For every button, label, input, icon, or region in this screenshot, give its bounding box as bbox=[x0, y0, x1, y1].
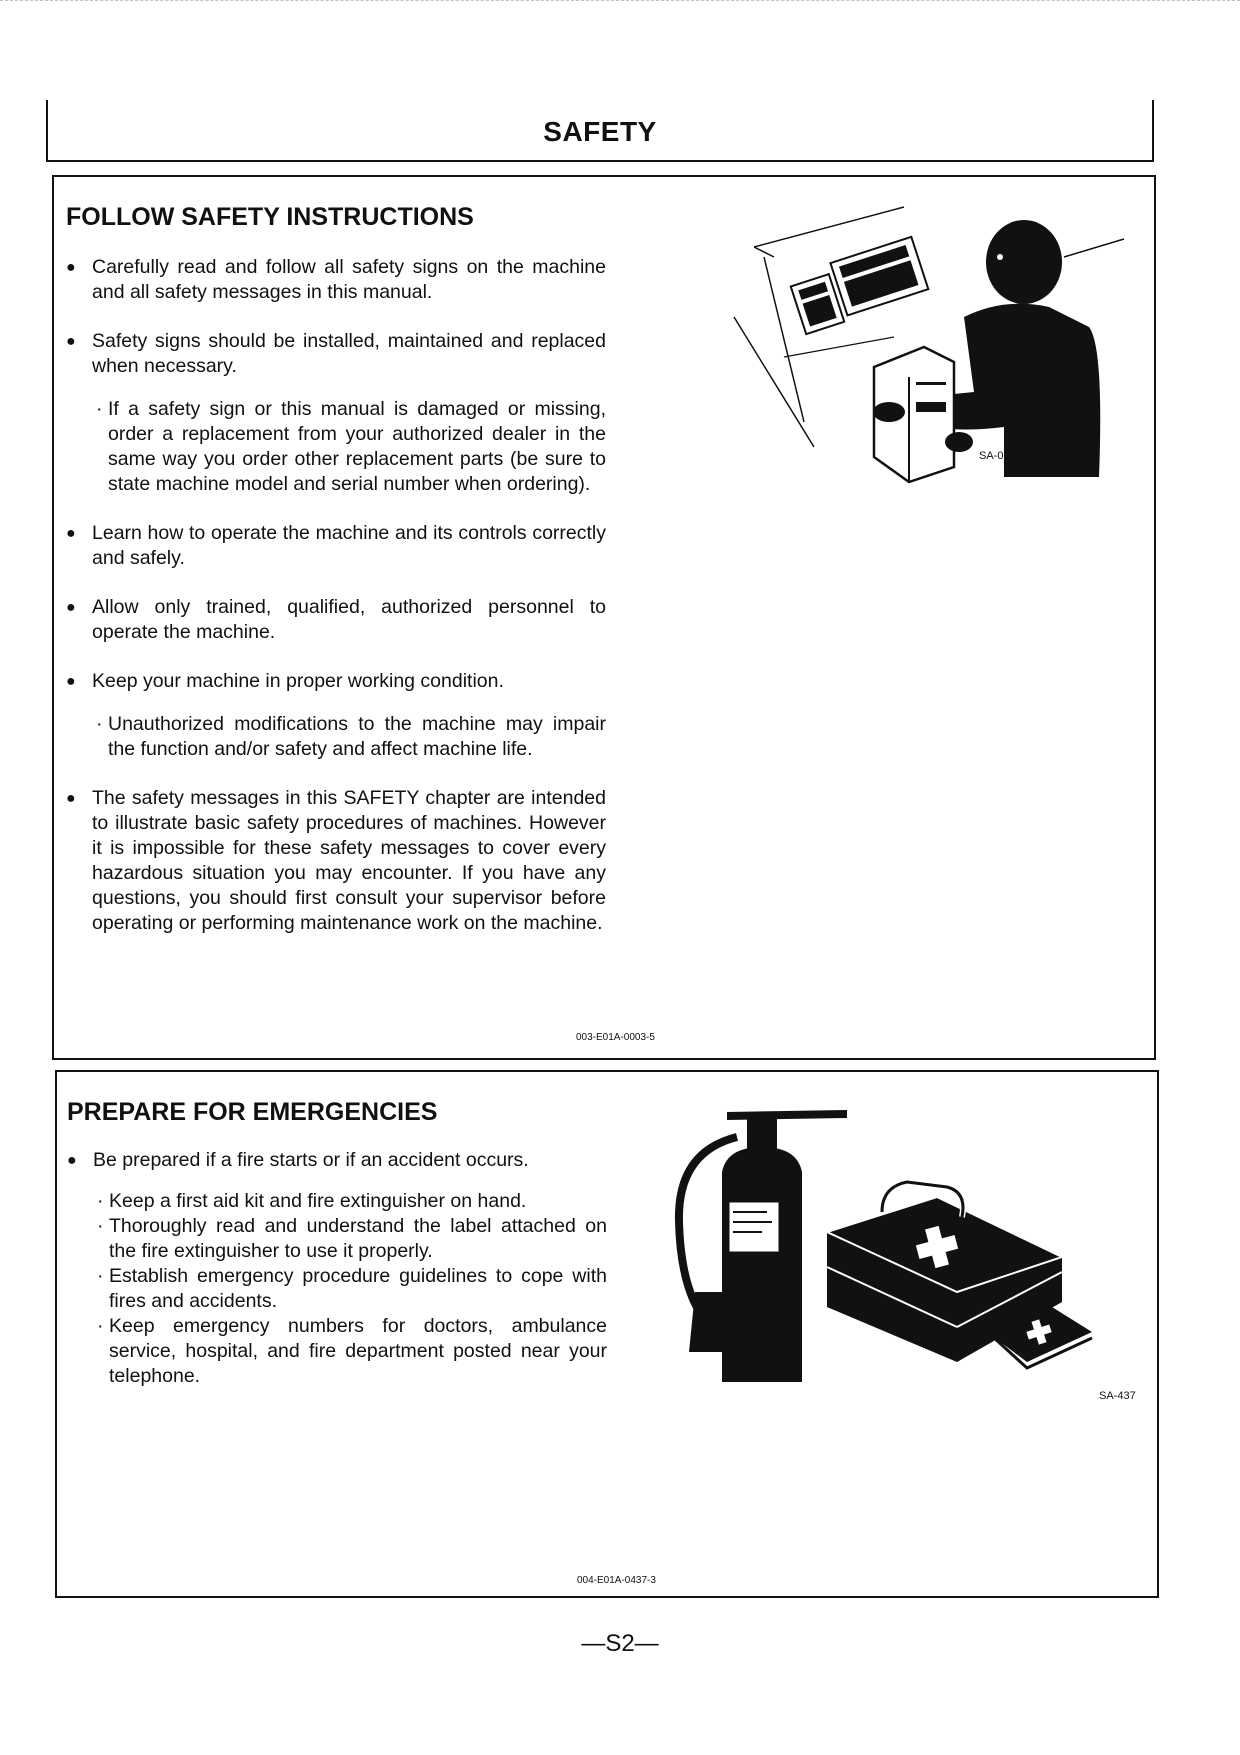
sub-item-text: Thoroughly read and understand the label attached on the fire extinguisher to use it properly. bbox=[109, 1215, 607, 1262]
bullet-list bbox=[67, 1148, 607, 1413]
figure-label: SA-003 bbox=[979, 450, 1016, 462]
sub-item: · Keep a first aid kit and fire extinguisher on hand. · Thoroughly read and understand the label attached on the fire extinguisher to use it properly. · Establish emergency procedure guidelines to cope with fires and accidents. · Keep emergency numbers for doctors, ambulance service, hospital, and fire department posted near your telephone. bbox=[97, 1190, 607, 1387]
bullet-text: Allow only trained, qualified, authorized personnel to operate the machine. bbox=[92, 596, 606, 643]
reference-code: 003-E01A-0003-5 bbox=[576, 1032, 655, 1043]
bullet-icon: ● bbox=[66, 333, 76, 350]
bullet-text: Learn how to operate the machine and its controls correctly and safely. bbox=[92, 522, 606, 569]
list-item bbox=[66, 329, 606, 379]
section-title: PREPARE FOR EMERGENCIES bbox=[67, 1098, 438, 1126]
sub-item: · Unauthorized modifications to the machine may impair the function and/or safety and affect machine life. bbox=[96, 713, 606, 760]
section-prepare-for-emergencies bbox=[55, 1070, 1159, 1598]
list-item bbox=[66, 669, 606, 694]
list-item bbox=[66, 786, 606, 936]
scan-artifact-line bbox=[0, 0, 1240, 15]
bullet-text: Keep your machine in proper working condition. bbox=[92, 670, 504, 692]
bullet-icon: ● bbox=[67, 1152, 77, 1169]
fire-extinguisher-first-aid-illustration bbox=[667, 1092, 1097, 1392]
page-title: SAFETY bbox=[543, 116, 657, 147]
sub-item-text: Keep emergency numbers for doctors, ambulance service, hospital, and fire department posted near your telephone. bbox=[109, 1315, 607, 1387]
bullet-icon: ● bbox=[66, 525, 76, 542]
bullet-icon: ● bbox=[66, 673, 76, 690]
sub-item-text: If a safety sign or this manual is damaged or missing, order a replacement from your authorized dealer in the same way you order other replacement parts (be sure to state machine model and serial number when ordering). bbox=[108, 398, 606, 495]
bullet-text: Be prepared if a fire starts or if an accident occurs. bbox=[93, 1149, 529, 1171]
bullet-icon: ● bbox=[66, 599, 76, 616]
bullet-text: Safety signs should be installed, maintained and replaced when necessary. bbox=[92, 330, 606, 377]
sub-item-text: Unauthorized modifications to the machine may impair the function and/or safety and affect machine life. bbox=[108, 713, 606, 760]
bullet-icon: ● bbox=[66, 790, 76, 807]
page-number: —S2— bbox=[581, 1630, 659, 1657]
list-item bbox=[67, 1148, 607, 1173]
reference-code: 004-E01A-0437-3 bbox=[577, 1575, 656, 1586]
sub-item: · If a safety sign or this manual is damaged or missing, order a replacement from your authorized dealer in the same way you order other replacement parts (be sure to state machine model and serial number when ordering). bbox=[96, 398, 606, 495]
bullet-list bbox=[66, 255, 606, 960]
page-header bbox=[46, 100, 1154, 162]
section-follow-safety-instructions bbox=[52, 175, 1156, 1060]
section-title: FOLLOW SAFETY INSTRUCTIONS bbox=[66, 203, 474, 231]
list-item bbox=[66, 595, 606, 645]
bullet-icon: ● bbox=[66, 259, 76, 276]
sub-item-text: Establish emergency procedure guidelines to cope with fires and accidents. bbox=[109, 1265, 607, 1312]
list-item bbox=[66, 521, 606, 571]
sub-item-text: Keep a first aid kit and fire extinguisher on hand. bbox=[109, 1190, 527, 1212]
list-item bbox=[66, 255, 606, 305]
bullet-text: Carefully read and follow all safety signs on the machine and all safety messages in this manual. bbox=[92, 256, 606, 303]
bullet-text: The safety messages in this SAFETY chapter are intended to illustrate basic safety procedures of machines. However it is impossible for these safety messages to cover every hazardous situation you may encounter. If you have any questions, you should first consult your supervisor before operating or performing maintenance work on the machine. bbox=[92, 787, 606, 934]
figure-label: SA-437 bbox=[1099, 1390, 1136, 1402]
reading-manual-illustration bbox=[704, 197, 1144, 487]
